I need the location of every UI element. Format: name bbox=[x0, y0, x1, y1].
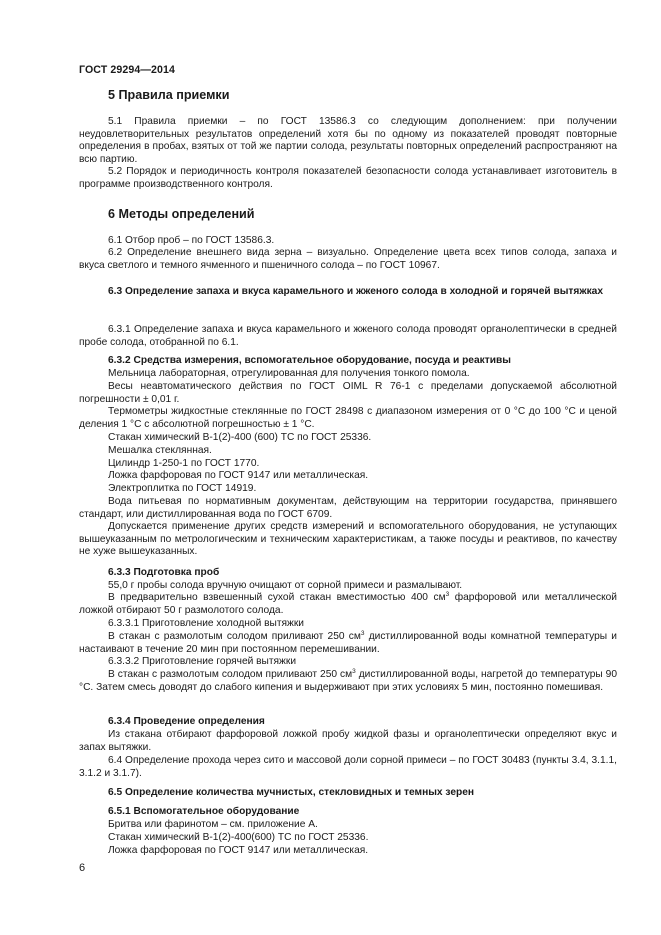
paragraph-conduct: Из стакана отбирают фарфоровой ложкой пробу жидкой фазы и органолептически определяют вкус и запах вытяжки. bbox=[79, 729, 617, 753]
item-scales: Весы неавтоматического действия по ГОСТ OIML R 76-1 с пределами допускаемой абсолютной погрешности ± 0,01 г. bbox=[79, 381, 617, 405]
heading-6-3-3-2: 6.3.3.2 Приготовление горячей вытяжки bbox=[108, 656, 297, 667]
paragraph-6-1: 6.1 Отбор проб – по ГОСТ 13586.3. bbox=[108, 235, 275, 246]
heading-6-3-2: 6.3.2 Средства измерения, вспомогательное оборудование, посуда и реактивы bbox=[108, 355, 511, 366]
section-5-title: 5 Правила приемки bbox=[108, 88, 230, 102]
page-number: 6 bbox=[79, 862, 86, 874]
heading-6-5: 6.5 Определение количества мучнистых, стекловидных и темных зерен bbox=[108, 787, 475, 798]
item-razor: Бритва или фаринотом – см. приложение А. bbox=[108, 819, 318, 830]
item-spoon-2: Ложка фарфоровая по ГОСТ 9147 или металлическая. bbox=[108, 845, 369, 856]
item-beaker-2: Стакан химический В-1(2)-400(600) ТС по ГОСТ 25336. bbox=[108, 832, 369, 843]
item-cylinder: Цилиндр 1-250-1 по ГОСТ 1770. bbox=[108, 458, 260, 469]
paragraph-5-2: 5.2 Порядок и периодичность контроля показателей безопасности солода устанавливает изготовитель в программе производственного контроля. bbox=[79, 166, 617, 190]
item-stirrer: Мешалка стеклянная. bbox=[108, 445, 212, 456]
item-thermometers: Термометры жидкостные стеклянные по ГОСТ 28498 с диапазоном измерения от 0 °C до 100 °C и ценой деления 1 °C с абсолютной погрешностью ± 1 °C. bbox=[79, 406, 617, 430]
document-header: ГОСТ 29294—2014 bbox=[79, 64, 176, 76]
heading-6-5-1: 6.5.1 Вспомогательное оборудование bbox=[108, 806, 300, 817]
paragraph-6-2: 6.2 Определение внешнего вида зерна – визуально. Определение цвета всех типов солода, запаха и вкуса светлого и темного ячменного и пшеничного солода – по ГОСТ 10967. bbox=[79, 247, 617, 271]
paragraph-prep-1: 55,0 г пробы солода вручную очищают от сорной примеси и размалывают. bbox=[108, 580, 463, 591]
item-beaker: Стакан химический В-1(2)-400 (600) ТС по ГОСТ 25336. bbox=[108, 432, 372, 443]
paragraph-6-4: 6.4 Определение прохода через сито и массовой доли сорной примеси – по ГОСТ 30483 (пункты 3.4, 3.1.1, 3.1.2 и 3.1.7). bbox=[79, 755, 617, 779]
section-6-title: 6 Методы определений bbox=[108, 207, 255, 221]
paragraph-prep-2: В предварительно взвешенный сухой стакан вместимостью 400 $см^3$ фарфоровой или металлической ложкой отбирают 50 г размолотого солода. bbox=[79, 591, 617, 616]
paragraph-allowed: Допускается применение других средств измерений и вспомогательного оборудования, не уступающих вышеуказанным по метрологическим и техническим характеристикам, а также посуды и реактивов, по качеству не хуже вышеуказанных. bbox=[79, 521, 617, 558]
paragraph-5-1: 5.1 Правила приемки – по ГОСТ 13586.3 со следующим дополнением: при получении неудовлетворительных результатов определений хотя бы по одному из показателей проводят повторные определения в пробах, взятых от той же партии солода, результаты повторных определений распространяют на всю партию. bbox=[79, 116, 617, 165]
paragraph-cold-extract: В стакан с размолотым солодом приливают 250 $см^3$ дистиллированной воды комнатной температуры и настаивают в течение 20 мин при постоянном перемешивании. bbox=[79, 630, 617, 655]
paragraph-6-3-1: 6.3.1 Определение запаха и вкуса карамельного и жженого солода проводят органолептически в средней пробе солода, отобранной по 6.1. bbox=[79, 324, 617, 348]
item-water: Вода питьевая по нормативным документам, действующим на территории государства, принявшего стандарт, или дистиллированная вода по ГОСТ 6709. bbox=[79, 496, 617, 520]
heading-6-3-4: 6.3.4 Проведение определения bbox=[108, 716, 265, 727]
heading-6-3-3: 6.3.3 Подготовка проб bbox=[108, 567, 220, 578]
item-stove: Электроплитка по ГОСТ 14919. bbox=[108, 483, 257, 494]
heading-6-3-3-1: 6.3.3.1 Приготовление холодной вытяжки bbox=[108, 618, 304, 629]
item-mill: Мельница лабораторная, отрегулированная для получения тонкого помола. bbox=[108, 368, 470, 379]
item-spoon: Ложка фарфоровая по ГОСТ 9147 или металлическая. bbox=[108, 470, 369, 481]
paragraph-hot-extract: В стакан с размолотым солодом приливают 250 $см^3$ дистиллированной воды, нагретой до температуры 90 °C. Затем смесь доводят до слабого кипения и выдерживают при этих условиях 5 мин, постоянно помешивая. bbox=[79, 668, 617, 693]
heading-6-3: 6.3 Определение запаха и вкуса карамельного и жженого солода в холодной и горячей вытяжках bbox=[108, 286, 604, 297]
